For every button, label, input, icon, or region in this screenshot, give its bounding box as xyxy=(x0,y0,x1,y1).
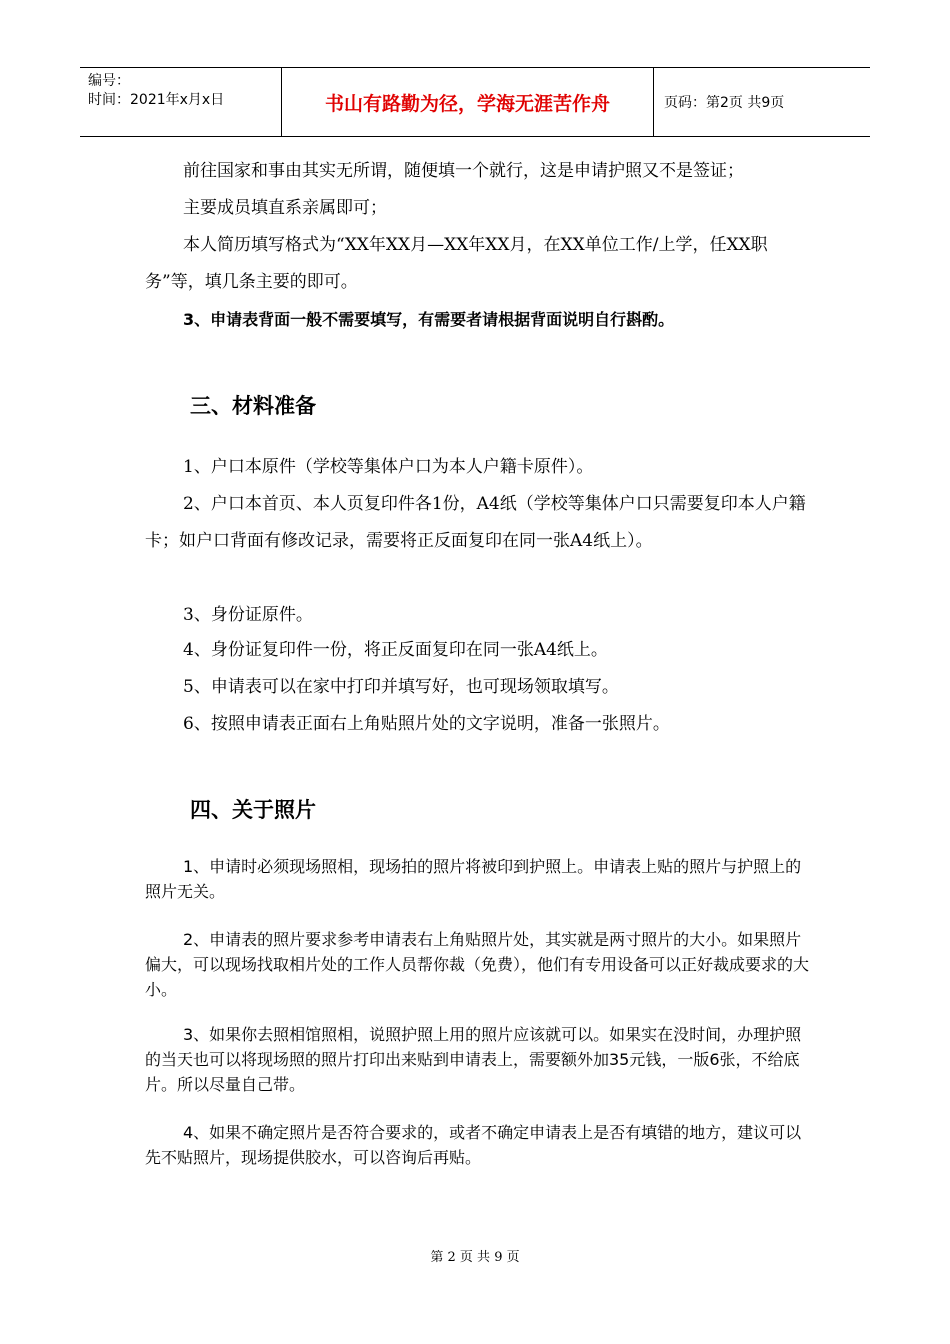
header-page-info: 页码：第2页 共9页 xyxy=(664,95,785,111)
paragraph: 主要成员填直系亲属即可； xyxy=(183,198,387,218)
header-time-label: 时间：2021年x月x日 xyxy=(88,92,225,108)
page-footer: 第 2 页 共 9 页 xyxy=(430,1250,520,1265)
list-item: 6、按照申请表正面右上角贴照片处的文字说明，准备一张照片。 xyxy=(183,714,670,734)
paragraph-bold: 3、申请表背面一般不需要填写，有需要者请根据背面说明自行斟酌。 xyxy=(183,310,675,329)
paragraph: 本人简历填写格式为“XX年XX月—XX年XX月，在XX单位工作/上学，任XX职务”等，填几条主要的即可。 xyxy=(145,235,768,292)
header-number-label: 编号： xyxy=(88,73,130,89)
list-item: 3、身份证原件。 xyxy=(183,605,313,625)
list-item: 4、如果不确定照片是否符合要求的，或者不确定申请表上是否有填错的地方，建议可以先不贴照片，现场提供胶水，可以咨询后再贴。 xyxy=(145,1123,802,1167)
header-motto: 书山有路勤为径，学海无涯苦作舟 xyxy=(282,68,654,136)
header-meta xyxy=(80,68,282,136)
list-item: 2、户口本首页、本人页复印件各1份，A4纸（学校等集体户口只需要复印本人户籍卡；如户口背面有修改记录，需要将正反面复印在同一张A4纸上）。 xyxy=(145,494,806,551)
list-item: 3、如果你去照相馆照相，说照护照上用的照片应该就可以。如果实在没时间，办理护照的当天也可以将现场照的照片打印出来贴到申请表上，需要额外加35元钱，一版6张，不给底片。所以尽量自己带。 xyxy=(145,1025,802,1094)
list-item: 1、户口本原件（学校等集体户口为本人户籍卡原件）。 xyxy=(183,457,594,477)
section-heading: 四、关于照片 xyxy=(190,798,316,822)
page-header xyxy=(80,67,870,137)
list-item: 2、申请表的照片要求参考申请表右上角贴照片处，其实就是两寸照片的大小。如果照片偏大，可以现场找取相片处的工作人员帮你裁（免费），他们有专用设备可以正好裁成要求的大小。 xyxy=(145,930,810,999)
paragraph: 前往国家和事由其实无所谓，随便填一个就行，这是申请护照又不是签证； xyxy=(183,161,744,181)
list-item: 1、申请时必须现场照相，现场拍的照片将被印到护照上。申请表上贴的照片与护照上的照片无关。 xyxy=(145,857,802,901)
list-item: 5、申请表可以在家中打印并填写好，也可现场领取填写。 xyxy=(183,677,619,697)
list-item: 4、身份证复印件一份，将正反面复印在同一张A4纸上。 xyxy=(183,640,608,660)
section-heading: 三、材料准备 xyxy=(190,394,316,418)
